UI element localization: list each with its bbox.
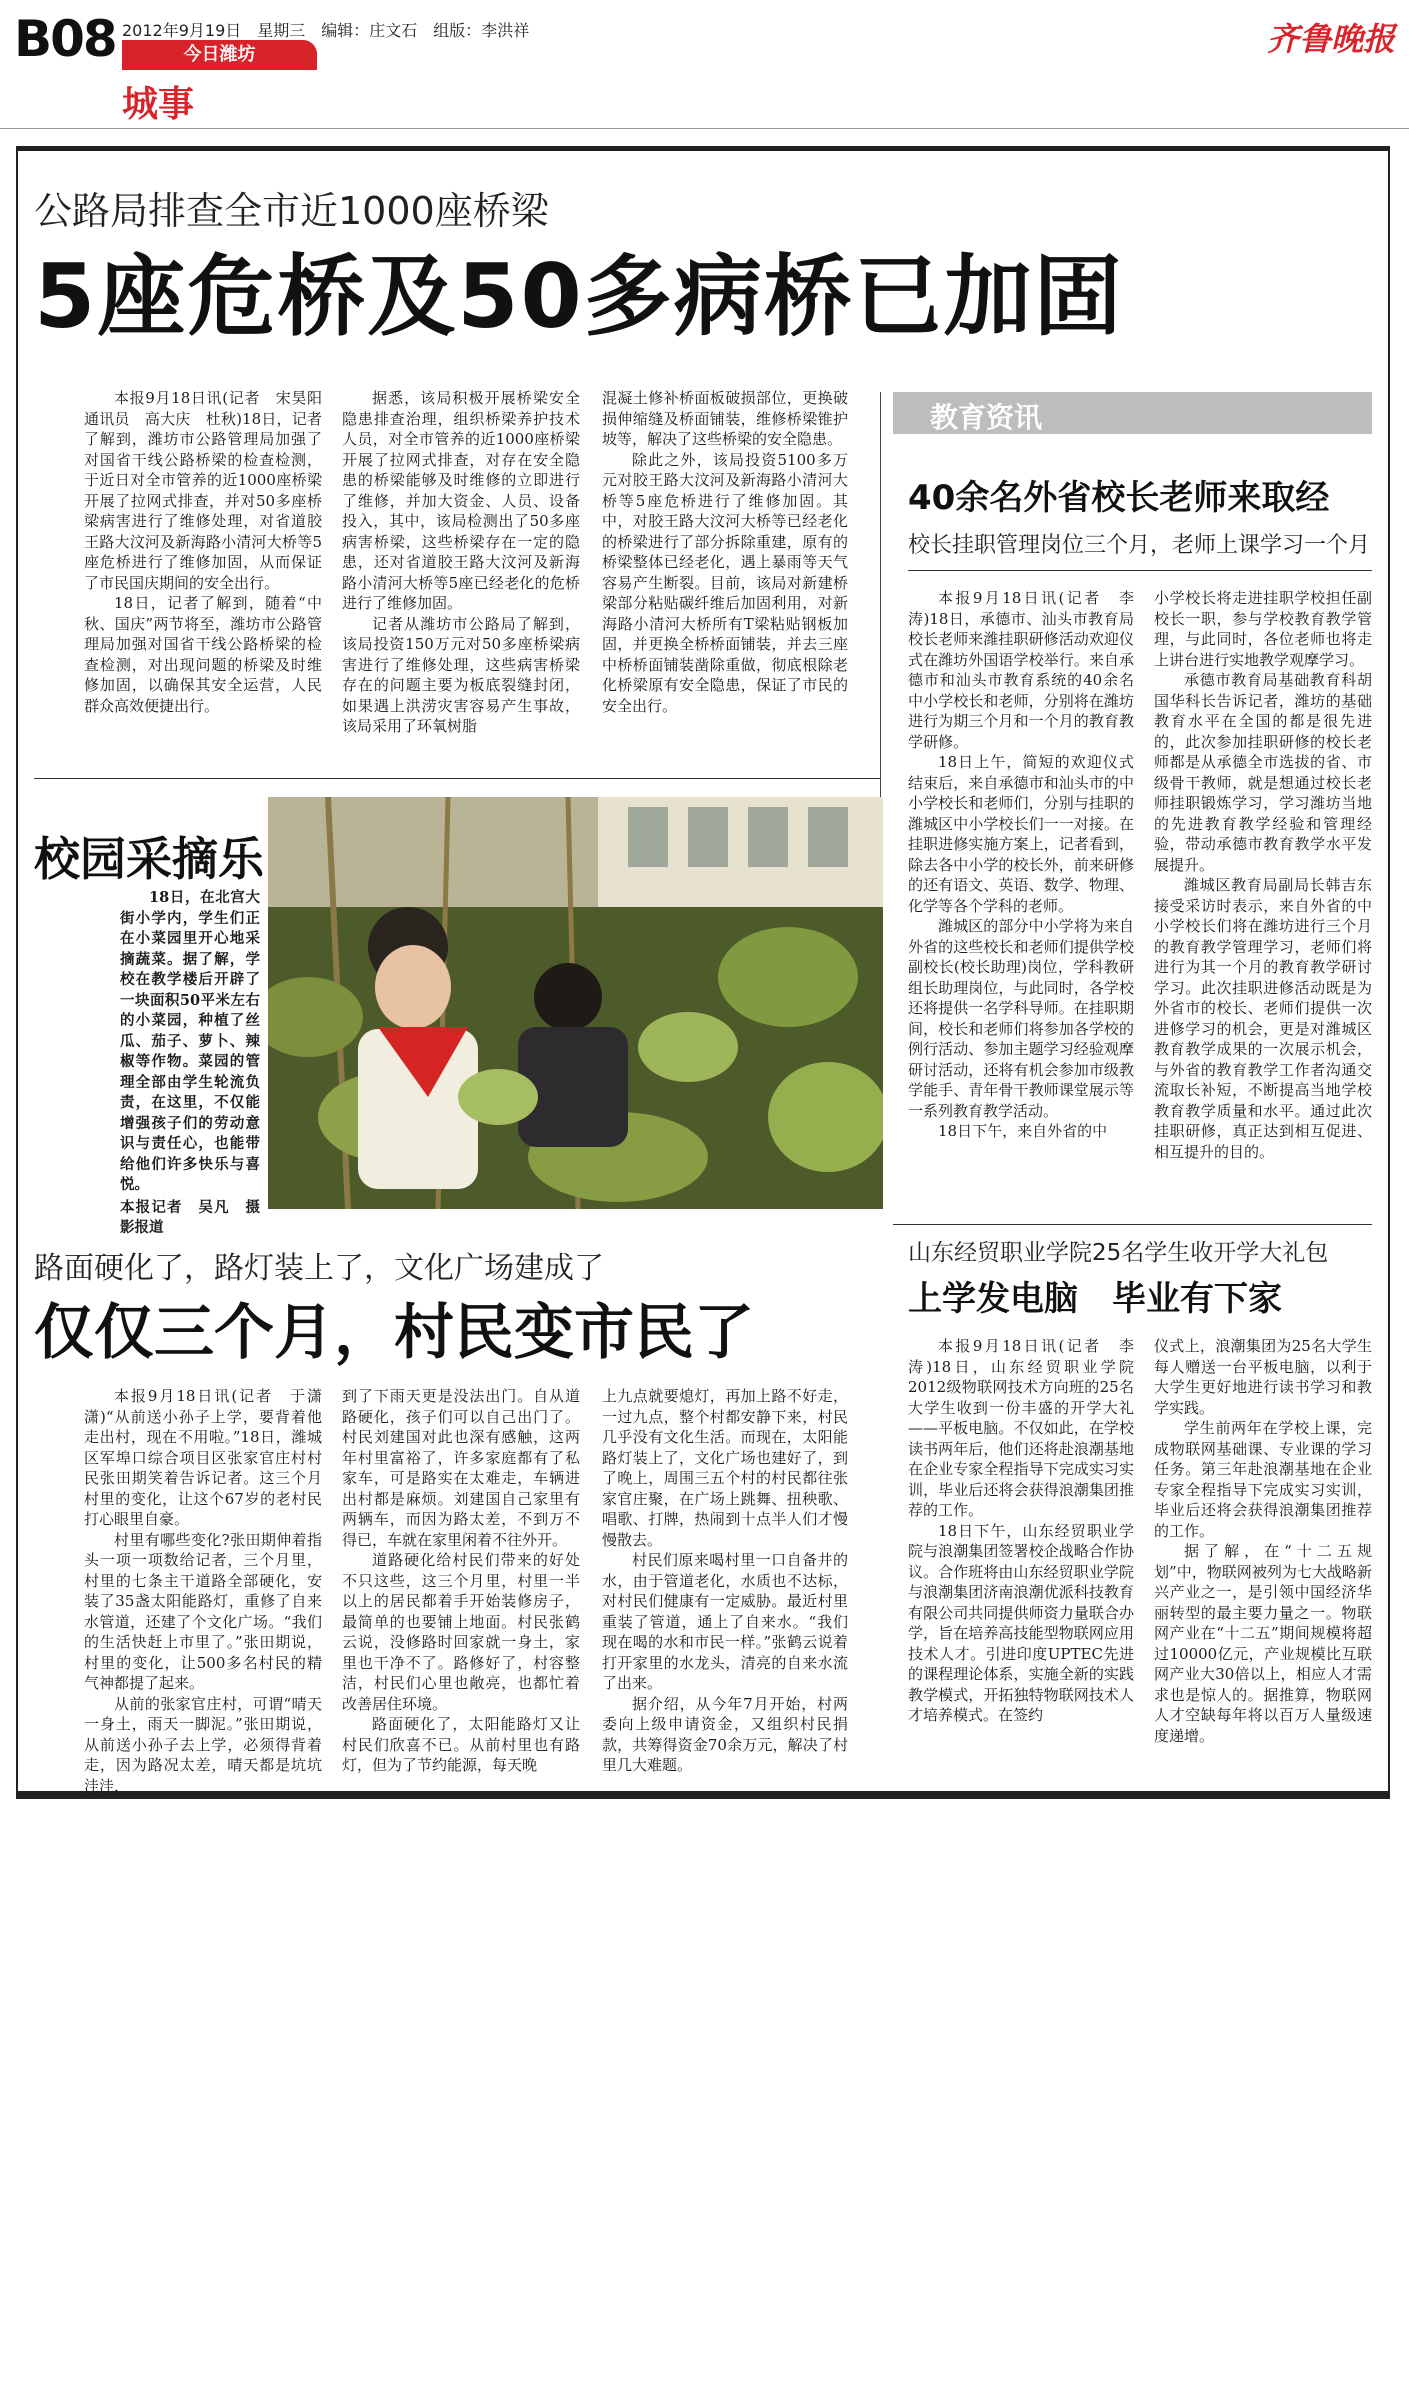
- school-story-subtitle: 校长挂职管理岗位三个月，老师上课学习一个月: [908, 533, 1371, 558]
- paragraph: 18日上午，简短的欢迎仪式结束后，来自承德市和汕头市的中小学校长和老师们，分别与挂职的潍城区中小学校长们一一对接。在挂职进修实施方案上，记者看到，除去各中小学的校长外，前来研修的还有语文、英语、数学、物理、化学等各个学科的老师。: [908, 753, 1134, 915]
- bridge-column-1: [84, 388, 338, 716]
- bridge-headline: 5座危桥及50多病桥已加固: [34, 245, 1124, 348]
- paragraph: 学生前两年在学校上课，完成物联网基础课、专业课的学习任务。第三年赴浪潮基地在企业专家全程指导下完成实习实训，毕业后还将会获得浪潮集团推荐的工作。: [1154, 1419, 1372, 1540]
- paragraph: 仪式上，浪潮集团为25名大学生每人赠送一台平板电脑，以利于大学生更好地进行读书学习和教学实践。: [1154, 1337, 1372, 1417]
- paragraph: 本报9月18日讯(记者 于潇潇)“从前送小孙子上学，要背着他走出村，现在不用啦。”18日，潍城区军埠口综合项目区张家官庄村村民张田期笑着告诉记者。这三个月村里的变化，让这个67岁的老村民打心眼里自豪。: [84, 1387, 322, 1528]
- paragraph: 村民们原来喝村里一口自备井的水，由于管道老化，水质也不达标，对村民们健康有一定威胁。最近村里重装了管道，通上了自来水。“我们现在喝的水和市民一样。”张鹤云说着打开家里的水龙头，清亮的自来水流了出来。: [602, 1551, 848, 1692]
- caption-text: 18日，在北宫大街小学内，学生们正在小菜园里开心地采摘蔬菜。据了解，学校在教学楼后开辟了一块面积50平米左右的小菜园，种植了丝瓜、茄子、萝卜、辣椒等作物。菜园的管理全部由学生轮流负责，在这里，不仅能增强孩子们的劳动意识与责任心，也能带给他们许多快乐与喜悦。: [120, 889, 260, 1193]
- village-column-1: [84, 1386, 322, 1796]
- school-story-headline: 40余名外省校长老师来取经: [908, 478, 1330, 518]
- school-rule: [908, 570, 1372, 571]
- vocational-story-subtitle: 山东经贸职业学院25名学生收开学大礼包: [908, 1240, 1329, 1266]
- paragraph: 18日下午，来自外省的中: [938, 1122, 1108, 1140]
- vocational-column-1: [908, 1336, 1134, 1726]
- paragraph: 混凝土修补桥面板破损部位，更换破损伸缩缝及桥面铺装，维修桥梁锥护坡等，解决了这些桥梁的安全隐患。: [602, 389, 848, 448]
- paragraph: 据介绍，从今年7月开始，村两委向上级申请资金，又组织村民捐款，共筹得资金70余万元，解决了村里几大难题。: [602, 1694, 848, 1774]
- campus-caption: [120, 888, 260, 1239]
- bridge-column-2: [342, 388, 580, 737]
- section-tag: 今日潍坊: [122, 40, 317, 70]
- masthead-divider: [0, 128, 1409, 129]
- campus-photo: [268, 797, 883, 1209]
- village-headline: 仅仅三个月，村民变市民了: [34, 1298, 754, 1368]
- paragraph: 潍城区的部分中小学将为来自外省的这些校长和老师们提供学校副校长(校长助理)岗位，学科教研组长助理岗位，与此同时，各学校还将提供一名学科导师。在挂职期间，校长和老师们将参加各学校的例行活动、参加主题学习经验观摩研讨活动，还将有机会参加市级教学能手、青年骨干教师课堂展示等一系列教育教学活动。: [908, 917, 1134, 1120]
- school-column-1: [908, 588, 1134, 1142]
- garden-photo-illustration: [268, 797, 883, 1209]
- paragraph: 村里有哪些变化?张田期伸着指头一项一项数给记者，三个月里，村里的七条主干道路全部硬化，安装了35盏太阳能路灯，重修了自来水管道，还建了个文化广场。“我们的生活快赶上市里了。”张田期说，村里的变化，让500多名村民的精气神都提了起来。: [84, 1530, 322, 1692]
- paragraph: 18日，记者了解到，随着“中秋、国庆”两节将至，潍坊市公路管理局加强对国省干线公路桥梁的检查检测，对出现问题的桥梁及时维修加固，以确保其安全运营，人民群众高效便捷出行。: [84, 594, 322, 715]
- paragraph: 本报9月18日讯(记者 宋昊阳 通讯员 高大庆 杜秋)18日，记者了解到，潍坊市公路管理局加强了对国省干线公路桥梁的检查检测，于近日对全市管养的近1000座桥梁开展了拉网式排查，并对50多座桥梁病害进行了维修处理，对省道胶王路大汶河及新海路小清河大桥等5座危桥进行了维修加固，从而保证了市民国庆期间的安全出行。: [84, 389, 338, 592]
- paragraph: 据了解，在“十二五规划”中，物联网被列为七大战略新兴产业之一，是引领中国经济华丽转型的最主要力量之一。物联网产业在“十二五”期间规模将超过10000亿元，产业规模比互联网产业大30倍以上，相应人才需求也是惊人的。据推算，物联网人才空缺每年将以百万人量级速度递增。: [1154, 1542, 1372, 1745]
- bridge-subtitle: 公路局排查全市近1000座桥梁: [34, 189, 549, 233]
- page-number: B08: [14, 10, 116, 68]
- village-column-2: [342, 1386, 580, 1776]
- bridge-column-3: [602, 388, 848, 716]
- paragraph: 路面硬化了，太阳能路灯又让村民们欣喜不已。从前村里也有路灯，但为了节约能源，每天晚: [342, 1715, 580, 1774]
- education-header-label: 教育资讯: [930, 401, 1043, 434]
- photo-credit: 本报记者 吴凡 摄影报道: [120, 1198, 260, 1236]
- campus-top-rule: [34, 778, 880, 779]
- date-line: 2012年9月19日 星期三 编辑：庄文石 组版：李洪祥: [122, 21, 530, 40]
- vocational-column-2: [1154, 1336, 1372, 1746]
- paragraph: 除此之外，该局投资5100多万元对胶王路大汶河及新海路小清河大桥等5座危桥进行了维修加固。其中，对胶王路大汶河大桥等已经老化的桥梁进行了部分拆除重建，原有的桥梁整体已经老化，遇上暴雨等天气容易产生断裂。目前，该局对新建桥梁部分粘贴碳纤维后加固利用，对新海路小清河大桥所有T梁粘贴钢板加固，并更换全桥桥面铺装，并去三座中桥桥面铺装凿除重做，彻底根除老化桥梁原有安全隐患，保证了市民的安全出行。: [602, 450, 848, 715]
- paragraph: 18日下午，山东经贸职业学院与浪潮集团签署校企战略合作协议。合作班将由山东经贸职业学院与浪潮集团济南浪潮优派科技教育有限公司共同提供师资力量联合办学，旨在培养高技能型物联网应用技术人才。引进印度UPTEC先进的课程理论体系，实施全新的实践教学模式，开拓独特物联网技术人才培养模式。在签约: [908, 1521, 1134, 1724]
- edu2-top-rule: [893, 1224, 1372, 1225]
- village-subtitle: 路面硬化了，路灯装上了，文化广场建成了: [34, 1251, 604, 1286]
- school-column-2: [1154, 588, 1372, 1162]
- paragraph: 小学校长将走进挂职学校担任副校长一职，参与学校教育教学管理，与此同时，各位老师也将走上讲台进行实地教学观摩学习。: [1154, 589, 1372, 669]
- vocational-story-headline: 上学发电脑 毕业有下家: [908, 1279, 1282, 1319]
- village-column-3: [602, 1386, 848, 1776]
- paragraph: 本报9月18日讯(记者 李涛)18日，山东经贸职业学院2012级物联网技术方向班的25名大学生收到一份丰盛的开学大礼——平板电脑。不仅如此，在学校读书两年后，他们还将赴浪潮基地在企业专家全程指导下完成实习实训，毕业后还将会获得浪潮集团推荐的工作。: [908, 1337, 1134, 1519]
- paragraph: 潍城区教育局副局长韩吉东接受采访时表示，来自外省的中小学校长们将在潍坊进行三个月的教育教学管理学习，老师们将进行为其一个月的教育教学研讨学习。此次挂职进修活动既是为外省市的校长、老师们提供一次进修学习的机会，更是对潍城区教育教学成果的一次展示机会，与外省的教育教学工作者沟通交流取长补短，不断提高当地学校教育教学质量和水平。通过此次挂职研修，真正达到相互促进、相互提升的目的。: [1154, 876, 1372, 1161]
- section-name: 城事: [122, 84, 195, 125]
- paragraph: 到了下雨天更是没法出门。自从道路硬化，孩子们可以自己出门了。村民刘建国对此也深有感触，这两年村里富裕了，许多家庭都有了私家车，可是路实在太难走，车辆进出村都是麻烦。刘建国自己家里有两辆车，而因为路太差，不到万不得已，车就在家里闲着不往外开。: [342, 1387, 580, 1549]
- campus-headline: 校园采摘乐: [34, 832, 264, 886]
- paragraph: 上九点就要熄灯，再加上路不好走，一过九点，整个村都安静下来，村民几乎没有文化生活。而现在，太阳能路灯装上了，文化广场也建好了，到了晚上，周围三五个村的村民都往张家官庄聚，在广场上跳舞、扭秧歌、唱歌、打牌，热闹到十点半人们才慢慢散去。: [602, 1387, 848, 1549]
- paragraph: 承德市教育局基础教育科胡国华科长告诉记者，潍坊的基础教育水平在全国的都是很先进的，此次参加挂职研修的校长老师都是从承德全市选拔的省、市级骨干教师，就是想通过校长老师挂职锻炼学习，学习潍坊当地的先进教育教学经验和管理经验，带动承德市教育教学水平发展提升。: [1154, 671, 1372, 874]
- paragraph: 道路硬化给村民们带来的好处不只这些，这三个月里，村里一半以上的居民都着手开始装修房子，最简单的也要铺上地面。村民张鹤云说，没修路时回家就一身土，家里也干净不了。路修好了，村容整洁，村民们心里也敞亮，也都忙着改善居住环境。: [342, 1551, 580, 1713]
- paragraph: 记者从潍坊市公路局了解到，该局投资150万元对50多座桥梁病害进行了维修处理，这些病害桥梁存在的问题主要为板底裂缝封闭，如果遇上洪涝灾害容易产生事故，该局采用了环氧树脂: [342, 614, 580, 735]
- paragraph: 据悉，该局积极开展桥梁安全隐患排查治理，组织桥梁养护技术人员，对全市管养的近1000座桥梁开展了拉网式排查，对存在安全隐患的桥梁能够及时维修的立即进行了维修，并加大资金、人员、设备投入，其中，该局检测出了50多座病害桥梁，这些桥梁存在一定的隐患，还对省道胶王路大汶河及新海路小清河大桥等5座已经老化的危桥进行了维修加固。: [342, 389, 580, 612]
- paragraph: 从前的张家官庄村，可谓“晴天一身土，雨天一脚泥。”张田期说，从前送小孙子去上学，必须得背着走，因为路况太差，晴天都是坑坑洼洼，: [84, 1694, 322, 1795]
- paragraph: 本报9月18日讯(记者 李涛)18日，承德市、汕头市教育局校长老师来潍挂职研修活动欢迎仪式在潍坊外国语学校举行。来自承德市和汕头市教育系统的40余名中小学校长和老师，分别将在潍坊进行为期三个月和一个月的教育教学研修。: [908, 589, 1134, 751]
- brand-logo: 齐鲁晚报: [1266, 20, 1395, 58]
